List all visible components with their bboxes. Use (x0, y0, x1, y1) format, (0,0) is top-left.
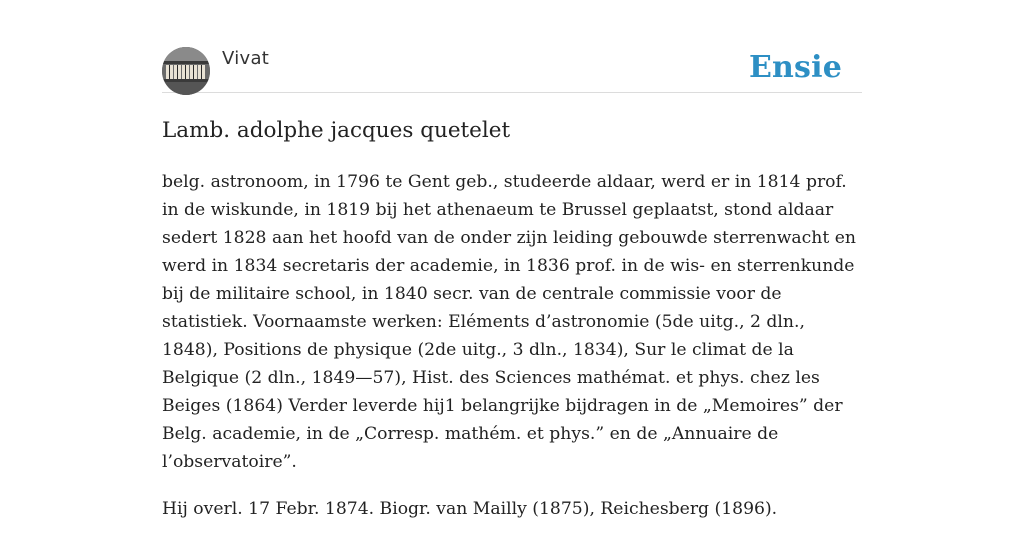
author-name[interactable]: Vivat (222, 48, 270, 69)
bookshelf-avatar-icon (162, 47, 210, 95)
article-body (162, 168, 862, 542)
article-title: Lamb. adolphe jacques quetelet (162, 118, 511, 143)
article-paragraph: Hij overl. 17 Febr. 1874. Biogr. van Mailly (1875), Reichesberg (1896). (162, 499, 778, 519)
page-header (162, 46, 862, 93)
article-paragraph: belg. astronoom, in 1796 te Gent geb., studeerde aldaar, werd er in 1814 prof. in de wiskunde, in 1819 bij het athenaeum te Brussel geplaatst, stond aldaar sedert 1828 aan het hoofd van de onder zijn leiding gebouwde sterrenwacht en werd in 1834 secretaris der academie, in 1836 prof. in de wis- en sterrenkunde bij de militaire school, in 1840 secr. van de centrale commissie voor de statistiek. Voornaamste werken: Eléments d’astronomie (5de uitg., 2 dln., 1848), Positions de physique (2de uitg., 3 dln., 1834), Sur le climat de la Belgique (2 dln., 1849—57), Hist. des Sciences mathémat. et phys. chez les Beiges (1864) Verder leverde hij1 belangrijke bijdragen in de „Memoires” der Belg. academie, in de „Corresp. mathém. et phys.” en de „Annuaire de l’observatoire”. (162, 172, 856, 472)
brand-logo[interactable]: Ensie (748, 50, 842, 85)
author-avatar[interactable] (162, 47, 210, 95)
